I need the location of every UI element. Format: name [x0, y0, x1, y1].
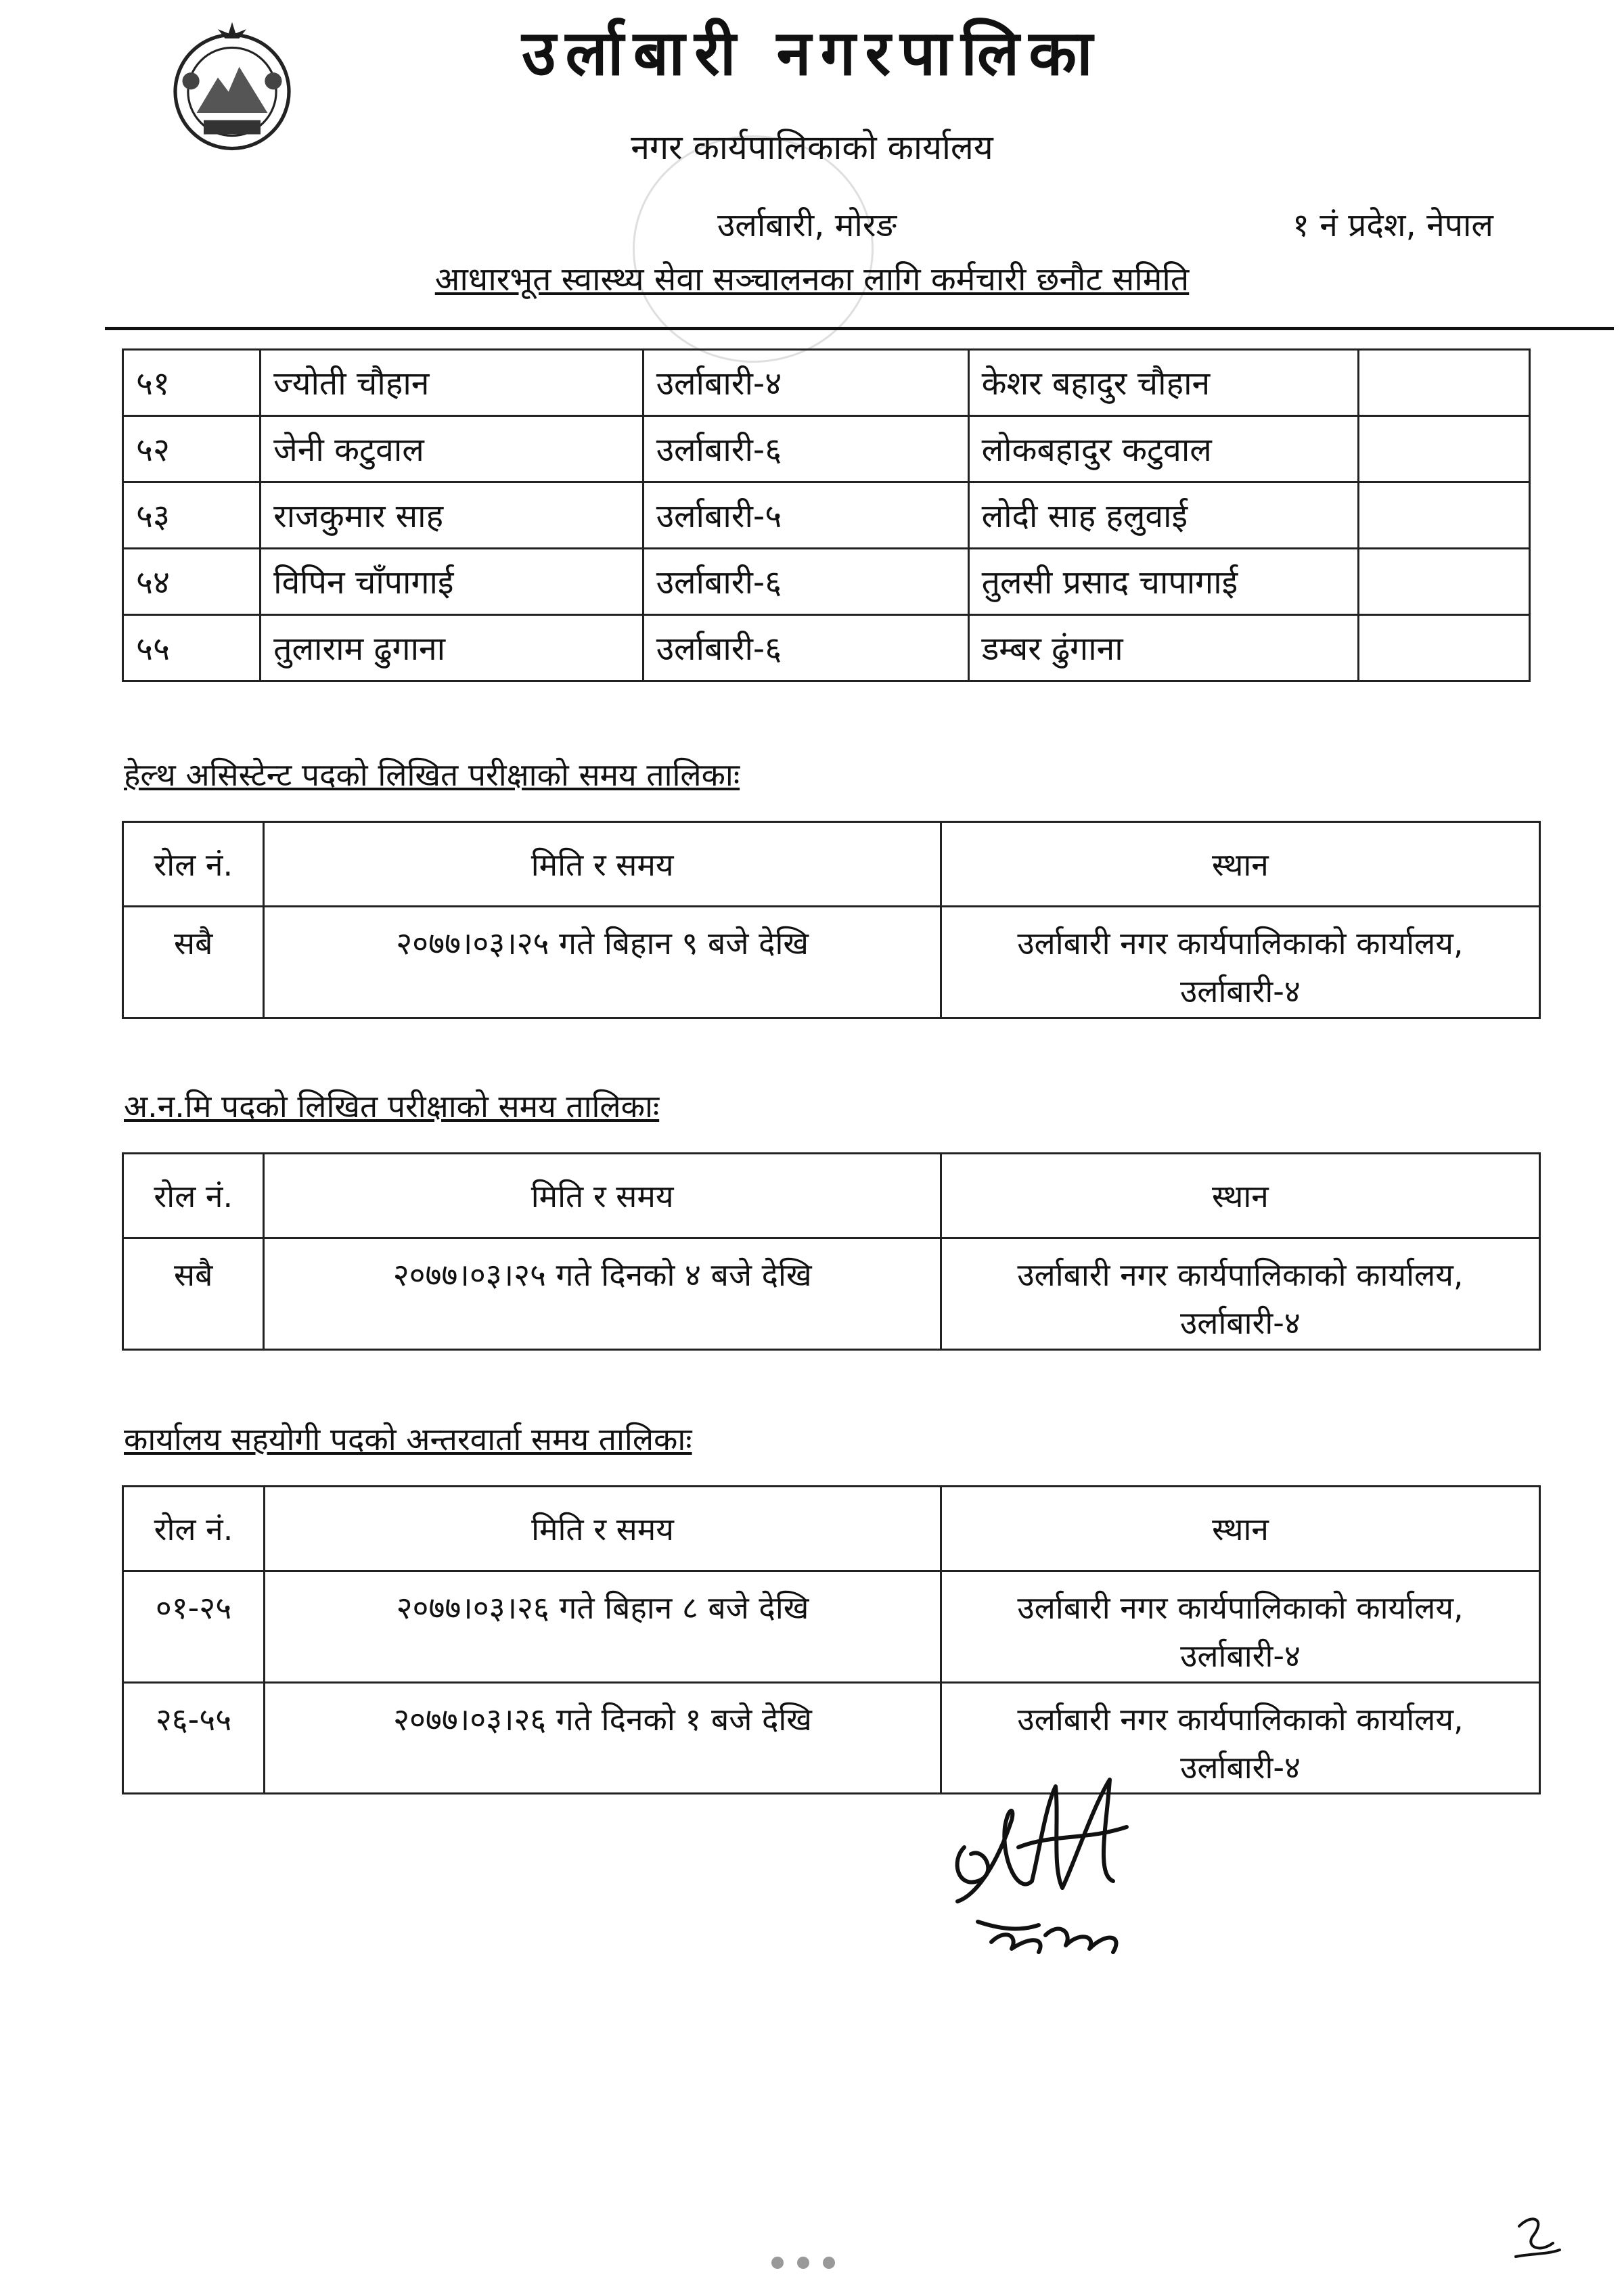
roll-cell: २६-५५: [123, 1682, 265, 1794]
health-assistant-schedule-title: हेल्थ असिस्टेन्ट पदको लिखित परीक्षाको समय तालिकाः: [124, 756, 740, 793]
health-assistant-schedule-table: [122, 821, 1541, 1019]
datetime-header: मिति र समय: [264, 1487, 941, 1571]
address-cell: उर्लाबारी-६: [643, 416, 968, 482]
anm-schedule-table: [122, 1152, 1541, 1351]
anm-schedule-title: अ.न.मि पदको लिखित परीक्षाको समय तालिकाः: [124, 1088, 660, 1125]
remark-cell: [1358, 482, 1529, 549]
venue-line: उर्लाबारी-४: [1180, 1305, 1301, 1342]
venue-cell: [941, 1571, 1540, 1683]
municipality-title: उर्लाबारी नगरपालिका: [522, 17, 1102, 89]
table-row: [123, 907, 1540, 1018]
remark-cell: [1358, 416, 1529, 482]
datetime-cell: २०७७।०३।२६ गते दिनको १ बजे देखि: [264, 1682, 941, 1794]
address-cell: उर्लाबारी-५: [643, 482, 968, 549]
name-cell: राजकुमार साह: [261, 482, 644, 549]
office-name: नगर कार्यपालिकाको कार्यालय: [631, 128, 993, 167]
roll-cell: ५१: [123, 350, 261, 416]
page-dots-icon: [765, 2257, 859, 2270]
table-header-row: [123, 1487, 1540, 1571]
table-row: [123, 1571, 1540, 1683]
table-header-row: [123, 822, 1540, 907]
parent-cell: तुलसी प्रसाद चापागाई: [968, 549, 1358, 615]
venue-line: उर्लाबारी-४: [1180, 973, 1301, 1010]
signature-icon: [937, 1766, 1160, 1983]
table-row: [123, 549, 1530, 615]
parent-cell: लोकबहादुर कटुवाल: [968, 416, 1358, 482]
committee-title: आधारभूत स्वास्थ्य सेवा सञ्चालनका लागि कर्मचारी छनौट समिति: [434, 261, 1190, 298]
dot: [823, 2257, 835, 2269]
remark-cell: [1358, 549, 1529, 615]
parent-cell: लोदी साह हलुवाई: [968, 482, 1358, 549]
address-cell: उर्लाबारी-६: [643, 549, 968, 615]
name-cell: विपिन चाँपागाई: [261, 549, 644, 615]
venue-line: उर्लाबारी-४: [1180, 1748, 1301, 1786]
venue-line: उर्लाबारी नगर कार्यपालिकाको कार्यालय,: [1017, 925, 1464, 962]
datetime-cell: २०७७।०३।२६ गते बिहान ८ बजे देखि: [264, 1571, 941, 1683]
roll-cell: ५३: [123, 482, 261, 549]
remark-cell: [1358, 350, 1529, 416]
datetime-cell: २०७७।०३।२५ गते बिहान ९ बजे देखि: [264, 907, 941, 1018]
dot: [771, 2257, 784, 2269]
table-row: [123, 1238, 1540, 1350]
header-divider: [105, 327, 1614, 330]
table-row: [123, 350, 1530, 416]
roll-cell: सबै: [123, 907, 264, 1018]
venue-header: स्थान: [941, 822, 1539, 907]
roll-header: रोल नं.: [123, 822, 264, 907]
table-row: [123, 1682, 1540, 1794]
table-row: [123, 482, 1530, 549]
roll-cell: ०१-२५: [123, 1571, 265, 1683]
address-cell: उर्लाबारी-४: [643, 350, 968, 416]
province-label: १ नं प्रदेश, नेपाल: [1292, 206, 1493, 244]
roll-cell: ५४: [123, 549, 261, 615]
address-cell: उर्लाबारी-६: [643, 615, 968, 681]
venue-line: उर्लाबारी-४: [1180, 1638, 1301, 1675]
initial-mark-icon: [1506, 2206, 1566, 2267]
venue-cell: [941, 907, 1539, 1018]
remark-cell: [1358, 615, 1529, 681]
parent-cell: केशर बहादुर चौहान: [968, 350, 1358, 416]
table-row: [123, 615, 1530, 681]
venue-line: उर्लाबारी नगर कार्यपालिकाको कार्यालय,: [1017, 1589, 1464, 1626]
venue-header: स्थान: [941, 1487, 1540, 1571]
venue-header: स्थान: [941, 1154, 1539, 1238]
roll-cell: सबै: [123, 1238, 264, 1350]
office-assistant-schedule-table: [122, 1485, 1541, 1794]
office-assistant-schedule-title: कार्यालय सहयोगी पदको अन्तरवार्ता समय तालिकाः: [124, 1421, 692, 1458]
roll-header: रोल नं.: [123, 1154, 264, 1238]
venue-cell: [941, 1238, 1539, 1350]
roll-header: रोल नं.: [123, 1487, 265, 1571]
name-cell: तुलाराम ढुगाना: [261, 615, 644, 681]
datetime-header: मिति र समय: [264, 1154, 941, 1238]
venue-line: उर्लाबारी नगर कार्यपालिकाको कार्यालय,: [1017, 1700, 1464, 1738]
roll-cell: ५५: [123, 615, 261, 681]
venue-line: उर्लाबारी नगर कार्यपालिकाको कार्यालय,: [1017, 1257, 1464, 1293]
datetime-header: मिति र समय: [264, 822, 941, 907]
candidate-table: [122, 348, 1531, 682]
datetime-cell: २०७७।०३।२५ गते दिनको ४ बजे देखि: [264, 1238, 941, 1350]
name-cell: जेनी कटुवाल: [261, 416, 644, 482]
office-location: उर्लाबारी, मोरङ: [717, 206, 897, 244]
name-cell: ज्योती चौहान: [261, 350, 644, 416]
dot: [797, 2257, 809, 2269]
table-header-row: [123, 1154, 1540, 1238]
parent-cell: डम्बर ढुंगाना: [968, 615, 1358, 681]
table-row: [123, 416, 1530, 482]
roll-cell: ५२: [123, 416, 261, 482]
